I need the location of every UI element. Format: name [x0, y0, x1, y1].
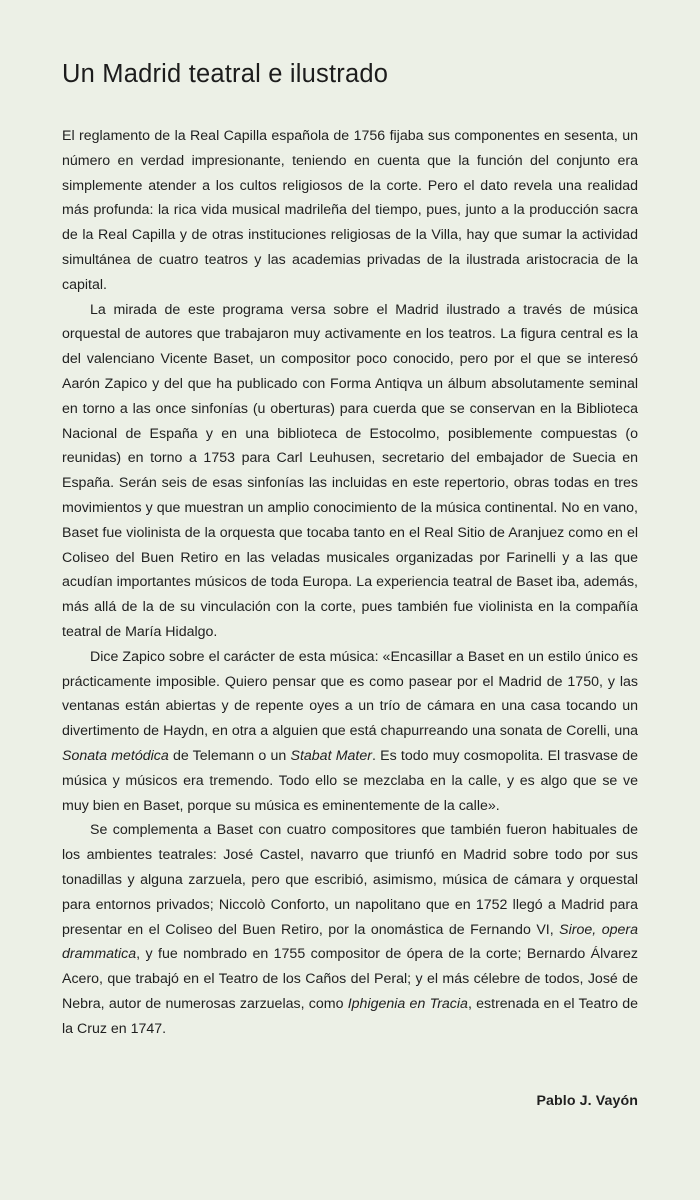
- work-title-iphigenia: Iphigenia en Tracia: [347, 995, 468, 1012]
- paragraph-text: La mirada de este programa versa sobre el Madrid ilustrado a través de música orquestal de autores que trabajaron muy activamente en los teatros. La figura central es la del valenciano Vicente Baset, un compositor poco conocido, pero por el que se interesó Aarón Zapico y del que ha publicado con Forma Antiqva un álbum absolutamente seminal en torno a las once sinfonías (u oberturas) para cuerda que se conservan en la Biblioteca Nacional de España y en una biblioteca de Estocolmo, posiblemente compuestas (o reunidas) en torno a 1753 para Carl Leuhusen, secretario del embajador de Suecia en España. Serán seis de esas sinfonías las incluidas en este repertorio, obras todas en tres movimientos y que muestran un amplio conocimiento de la música continental. No en vano, Baset fue violinista de la orquesta que tocaba tanto en el Real Sitio de Aranjuez como en el Coliseo del Buen Retiro en las veladas musicales organizadas por Farinelli y a las que acudían importantes músicos de toda Europa. La experiencia teatral de Baset iba, además, más allá de la de su vinculación con la corte, pues también fue violinista en la compañía teatral de María Hidalgo.: [62, 301, 638, 640]
- paragraph-text: Dice Zapico sobre el carácter de esta música: «Encasillar a Baset en un estilo único es prácticamente imposible. Quiero pensar que es como pasear por el Madrid de 1750, y las ventanas están abiertas y de repente oyes a un trío de cámara en una casa tocando un divertimento de Haydn, en otra a alguien que está chapurreando una sonata de Corelli, una: [62, 648, 638, 740]
- article-title: Un Madrid teatral e ilustrado: [62, 60, 389, 88]
- author-signature: Pablo J. Vayón: [536, 1093, 638, 1109]
- paragraph-text: de Telemann o un: [168, 747, 291, 764]
- work-title-sonata-metodica: Sonata metódica: [62, 747, 169, 764]
- paragraph-text: Se complementa a Baset con cuatro compositores que también fueron habituales de los ambientes teatrales: José Castel, navarro que triunfó en Madrid sobre todo por sus tonadillas y alguna zarzuela, pero que escribió, asimismo, música de cámara y orquestal para entornos privados; Niccolò Conforto, un napolitano que en 1752 llegó a Madrid para presentar en el Coliseo del Buen Retiro, por la onomástica de Fernando VI,: [62, 822, 638, 938]
- work-title-stabat-mater: Stabat Mater: [290, 747, 372, 764]
- paragraph-3: [62, 645, 638, 819]
- paragraph-2: [62, 298, 638, 645]
- paragraph-text: , estrenada en el Teatro de la Cruz en 1747.: [62, 995, 639, 1037]
- paragraph-text: El reglamento de la Real Capilla española de 1756 fijaba sus componentes en sesenta, un número en verdad impresionante, teniendo en cuenta que la función del conjunto era simplemente atender a los cultos religiosos de la corte. Pero el dato revela una realidad más profunda: la rica vida musical madrileña del tiempo, pues, junto a la producción sacra de la Real Capilla y de otras instituciones religiosas de la Villa, hay que sumar la actividad simultánea de cuatro teatros y las academias privadas de la ilustrada aristocracia de la capital.: [62, 128, 638, 293]
- paragraph-4: [62, 818, 638, 1041]
- work-title-siroe: Siroe, opera drammatica: [62, 921, 638, 963]
- paragraph-text: , y fue nombrado en 1755 compositor de ópera de la corte; Bernardo Álvarez Acero, que trabajó en el Teatro de los Caños del Peral; y el más célebre de todos, José de Nebra, autor de numerosas zarzuelas, como: [62, 946, 638, 1012]
- article-body: [62, 124, 638, 1041]
- paragraph-text: . Es todo muy cosmopolita. El trasvase de música y músicos era tremendo. Todo ello se mezclaba en la calle, y es algo que se ve muy bien en Baset, porque su música es eminentemente de la calle».: [62, 747, 639, 814]
- paragraph-1: [62, 124, 638, 298]
